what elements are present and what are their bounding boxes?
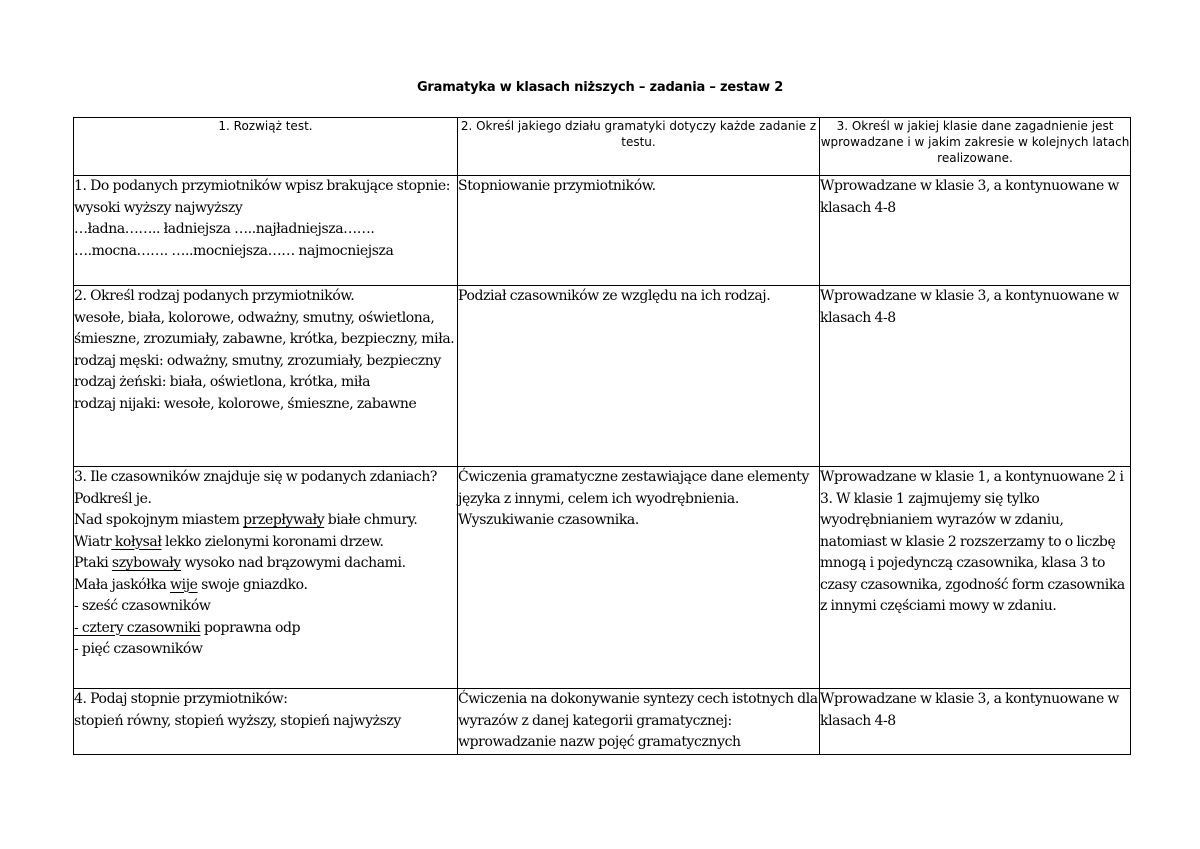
answer-option — [74, 618, 457, 640]
header-grade: 3. Określ w jakiej klasie dane zagadnienie jest wprowadzane i w jakim zakresie w kolejnych latach realizowane. — [820, 118, 1131, 176]
sentence-text: Mała jaskółka — [74, 576, 171, 593]
task-text: …ładna…….. ładniejsza …..najładniejsza……. — [74, 221, 375, 237]
answer-option: - pięć czasowników — [74, 641, 203, 657]
table-row — [74, 467, 1131, 689]
task-text: 3. Ile czasowników znajduje się w podanych zdaniach? Podkreśl je. — [74, 469, 438, 507]
tasks-table — [73, 117, 1131, 755]
answer-note: poprawna odp — [200, 619, 301, 636]
answer-option: - sześć czasowników — [74, 598, 211, 614]
grade-cell: Wprowadzane w klasie 1, a kontynuowane 2 i 3. W klasie 1 zajmujemy się tylko wyodrębnianiem wyrazów w zdaniu, natomiast w klasie 2 rozszerzamy to o liczbę mnogą i pojedynczą czasownika, klasa 3 to czasy czasownika, zgodność form czasownika z innymi częściami mowy w zdaniu. — [820, 467, 1131, 689]
task-text: rodzaj żeński: biała, oświetlona, krótka, miła — [74, 374, 371, 390]
grade-cell: Wprowadzane w klasie 3, a kontynuowane w klasach 4-8 — [820, 286, 1131, 467]
correct-answer: - cztery czasowniki — [74, 619, 201, 636]
table-header-row — [74, 118, 1131, 176]
sentence-text: wysoko nad brązowymi dachami. — [180, 555, 406, 571]
sentence-text: Wiatr — [74, 533, 112, 550]
task-text: wysoki wyższy najwyższy — [74, 199, 243, 216]
header-grammar-area: 2. Określ jakiego działu gramatyki dotyczy każde zadanie z testu. — [458, 118, 820, 176]
header-task: 1. Rozwiąż test. — [74, 118, 458, 176]
underlined-verb: wije — [170, 576, 198, 593]
underlined-verb: szybowały — [111, 555, 181, 571]
sentence-text: lekko zielonymi koronami drzew. — [161, 533, 384, 550]
sentence — [74, 553, 457, 575]
task-text: 4. Podaj stopnie przymiotników: — [74, 691, 288, 707]
task-text: wesołe, biała, kolorowe, odważny, smutny, oświetlona, śmieszne, zrozumiały, zabawne, krótka, bezpieczny, miła. — [74, 309, 455, 347]
sentence-text: białe chmury. — [324, 512, 418, 528]
sentence — [74, 575, 457, 597]
task-cell — [74, 176, 458, 286]
task-text: rodzaj nijaki: wesołe, kolorowe, śmieszne, zabawne — [74, 395, 417, 412]
sentence-text: swoje gniazdko. — [197, 576, 308, 593]
table-row — [74, 689, 1131, 755]
task-text: stopień równy, stopień wyższy, stopień najwyższy — [74, 712, 401, 729]
task-text: 2. Określ rodzaj podanych przymiotników. — [74, 288, 355, 304]
sentence-text: Nad spokojnym miastem — [74, 512, 244, 528]
table-row — [74, 286, 1131, 467]
underlined-verb: przepływały — [243, 512, 325, 528]
task-text: 1. Do podanych przymiotników wpisz brakujące stopnie: — [74, 178, 451, 194]
grammar-area-cell: Ćwiczenia gramatyczne zestawiające dane elementy języka z innymi, celem ich wyodrębnienia. Wyszukiwanie czasownika. — [458, 467, 820, 689]
task-cell — [74, 467, 458, 689]
task-text: rodzaj męski: odważny, smutny, zrozumiały, bezpieczny — [74, 352, 441, 369]
page-title: Gramatyka w klasach niższych – zadania – zestaw 2 — [416, 80, 784, 95]
grade-cell: Wprowadzane w klasie 3, a kontynuowane w klasach 4-8 — [820, 176, 1131, 286]
grammar-area-cell: Stopniowanie przymiotników. — [458, 176, 820, 286]
task-text: ….mocna……. …..mocniejsza…… najmocniejsza — [74, 242, 394, 259]
task-cell — [74, 689, 458, 755]
table-row — [74, 176, 1131, 286]
grammar-area-cell: Podział czasowników ze względu na ich rodzaj. — [458, 286, 820, 467]
sentence-text: Ptaki — [74, 555, 112, 571]
grade-cell: Wprowadzane w klasie 3, a kontynuowane w klasach 4-8 — [820, 689, 1131, 755]
task-cell — [74, 286, 458, 467]
underlined-verb: kołysał — [111, 533, 162, 550]
grammar-area-cell: Ćwiczenia na dokonywanie syntezy cech istotnych dla wyrazów z danej kategorii gramatycznej: wprowadzanie nazw pojęć gramatycznych — [458, 689, 820, 755]
sentence — [74, 532, 457, 554]
sentence — [74, 510, 457, 532]
